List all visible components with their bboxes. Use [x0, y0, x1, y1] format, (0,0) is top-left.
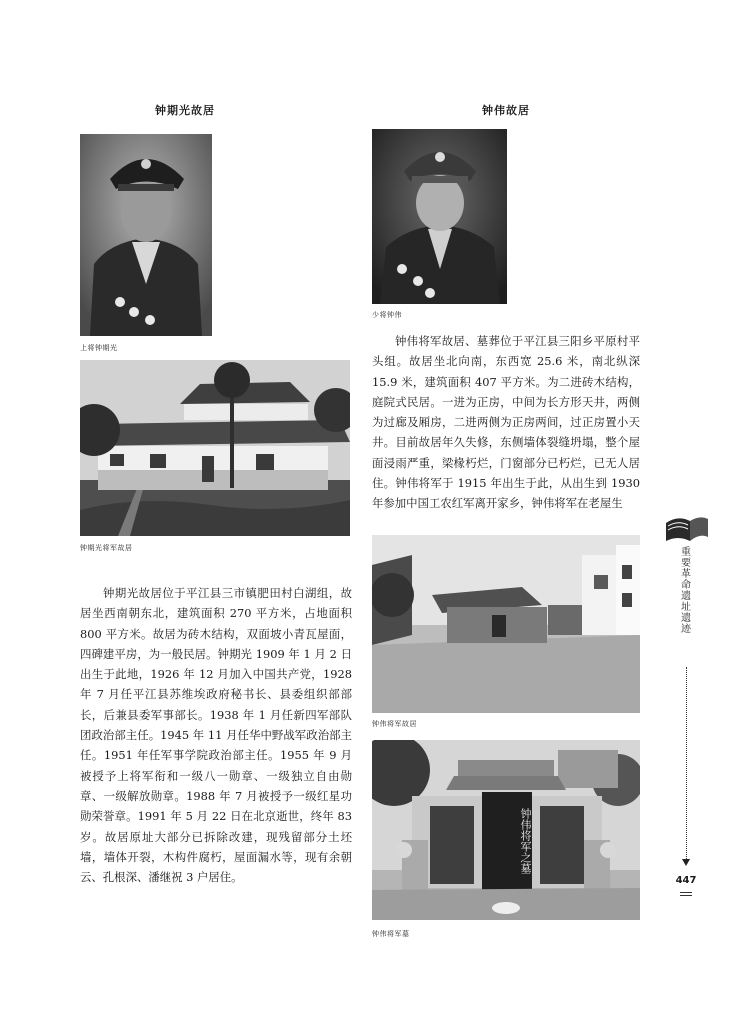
right-paragraph: 钟伟将军故居、墓葬位于平江县三阳乡平原村平头组。故居坐北向南，东西宽 25.6 米，南北纵深 15.9 米，建筑面积 407 平方米。为二进砖木结构，庭院式民居。一进为正房，中间为长方形天井，两侧为过廊及厢房，二进两侧为正房两间，过正房置小天井。目前故居年久失修，东侧墙体裂缝坍塌，整个屋面浸雨严重，梁椽朽烂，门窗部分已朽烂，已无人居住。钟伟将军于 1915 年出生于此，从出生到 1930 年参加中国工农红军离开家乡，钟伟将军在老屋生 [372, 334, 640, 511]
book-icon [664, 513, 710, 545]
right-heading: 钟伟故居 [482, 104, 530, 117]
left-paragraph: 钟期光故居位于平江县三市镇肥田村白湖组，故居坐西南朝东北，建筑面积 270 平方米，占地面积 800 平方米。故居为砖木结构，双面坡小青瓦屋面，四碑建平房，为一般民居。钟期光 1909 年 1 月 2 日出生于此地，1926 年 12 月加入中国共产党，1928 年 7 月任平江县苏维埃政府秘书长、县委组织部部长，后兼县委军事部长。1938 年 1 月任新四军部队团政治部主任。1945 年 11 月任华中野战军政治部主任。1951 年任军事学院政治部主任。1955 年 9 月被授予上将军衔和一级八一勋章、一级独立自由勋章、一级解放勋章。1988 年 7 月被授予一级红星功勋荣誉章。1991 年 5 月 22 日在北京逝世，终年 83 岁。故居原址大部分已拆除改建，现残留部分土坯墙，墙体开裂，木构件腐朽，屋面漏水等，现有余朝云、孔根深、潘继祝 3 户居住。 [80, 586, 352, 885]
zhong-wei-house-photo [372, 535, 640, 713]
side-dotted-line [686, 667, 687, 859]
arrow-down-icon [682, 859, 690, 866]
tomb-inscription: 钟伟将军之墓 [519, 808, 532, 874]
zhong-qiguang-portrait-photo [80, 134, 212, 336]
page-number-underline-2 [680, 895, 692, 896]
zhong-wei-tomb-photo [372, 740, 640, 920]
left-house-caption: 钟期光将军故居 [80, 544, 133, 552]
right-portrait-caption: 少将钟伟 [372, 311, 402, 319]
left-heading: 钟期光故居 [155, 104, 215, 117]
zhong-qiguang-house-photo [80, 360, 350, 536]
right-tomb-caption: 钟伟将军墓 [372, 930, 410, 938]
zhong-wei-portrait-photo [372, 129, 507, 304]
page-number: 447 [675, 875, 697, 886]
right-house-caption: 钟伟将军故居 [372, 720, 417, 728]
left-portrait-caption: 上将钟期光 [80, 344, 118, 352]
section-side-label: 重要革命遗址遗迹 [681, 547, 691, 635]
page-number-underline [680, 892, 692, 893]
